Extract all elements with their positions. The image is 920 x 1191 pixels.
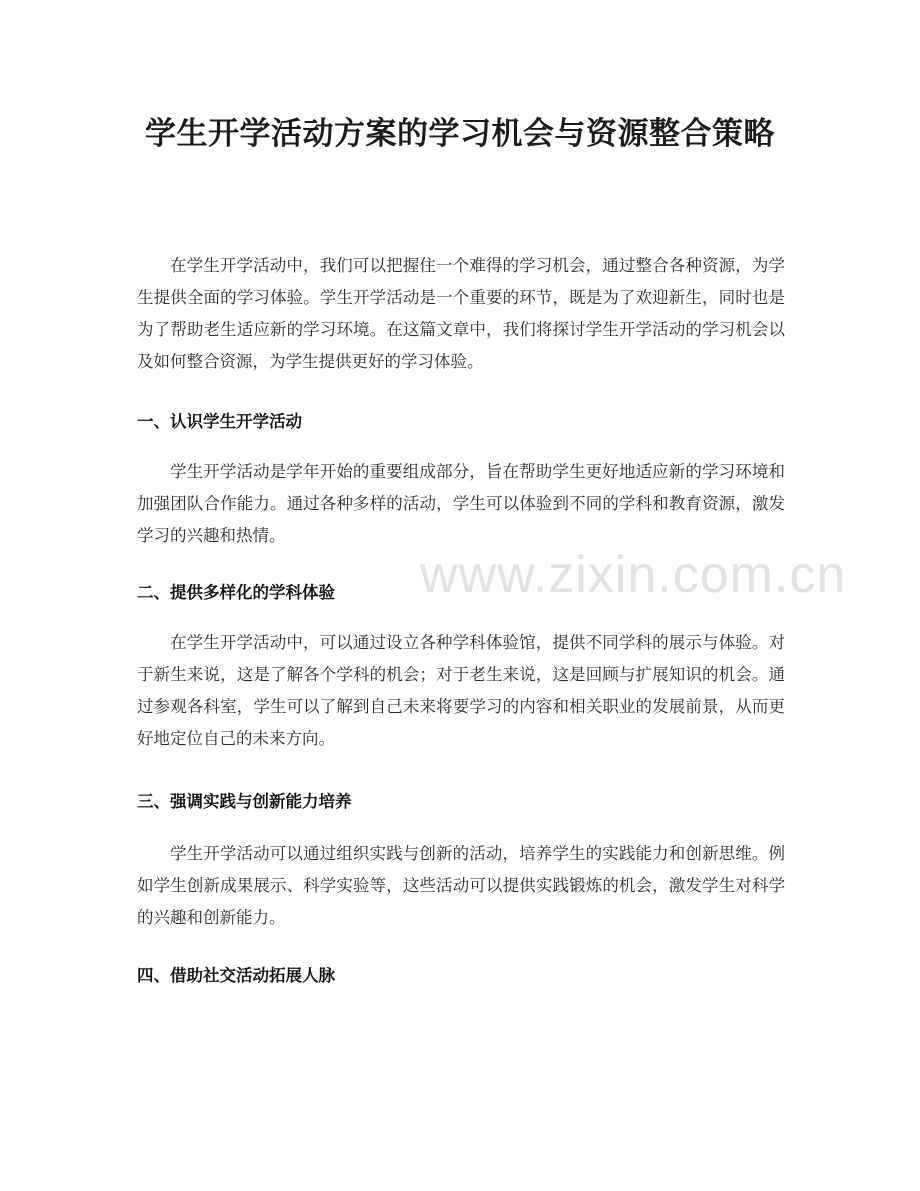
section-heading-3: 三、强调实践与创新能力培养: [137, 792, 352, 811]
section-body-2: 在学生开学活动中，可以通过设立各种学科体验馆，提供不同学科的展示与体验。对于新生来说，这是了解各个学科的机会；对于老生来说，这是回顾与扩展知识的机会。通过参观各科室，学生可以了解到自己未来将要学习的内容和相关职业的发展前景，从而更好地定位自己的未来方向。: [137, 633, 785, 748]
section-body-3: 学生开学活动可以通过组织实践与创新的活动，培养学生的实践能力和创新思维。例如学生创新成果展示、科学实验等，这些活动可以提供实践锻炼的机会，激发学生对科学的兴趣和创新能力。: [137, 844, 785, 927]
intro-paragraph: 在学生开学活动中，我们可以把握住一个难得的学习机会，通过整合各种资源，为学生提供全面的学习体验。学生开学活动是一个重要的环节，既是为了欢迎新生，同时也是为了帮助老生适应新的学习环境。在这篇文章中，我们将探讨学生开学活动的学习机会以及如何整合资源，为学生提供更好的学习体验。: [137, 256, 785, 371]
watermark-text: www.zixin.com.cn: [420, 546, 847, 604]
section-heading-1: 一、认识学生开学活动: [137, 412, 302, 431]
section-heading-4: 四、借助社交活动拓展人脉: [137, 966, 335, 985]
document-title: 学生开学活动方案的学习机会与资源整合策略: [145, 116, 775, 152]
section-body-1: 学生开学活动是学年开始的重要组成部分，旨在帮助学生更好地适应新的学习环境和加强团队合作能力。通过各种多样的活动，学生可以体验到不同的学科和教育资源，激发学习的兴趣和热情。: [137, 462, 785, 545]
section-heading-2: 二、提供多样化的学科体验: [137, 583, 335, 602]
